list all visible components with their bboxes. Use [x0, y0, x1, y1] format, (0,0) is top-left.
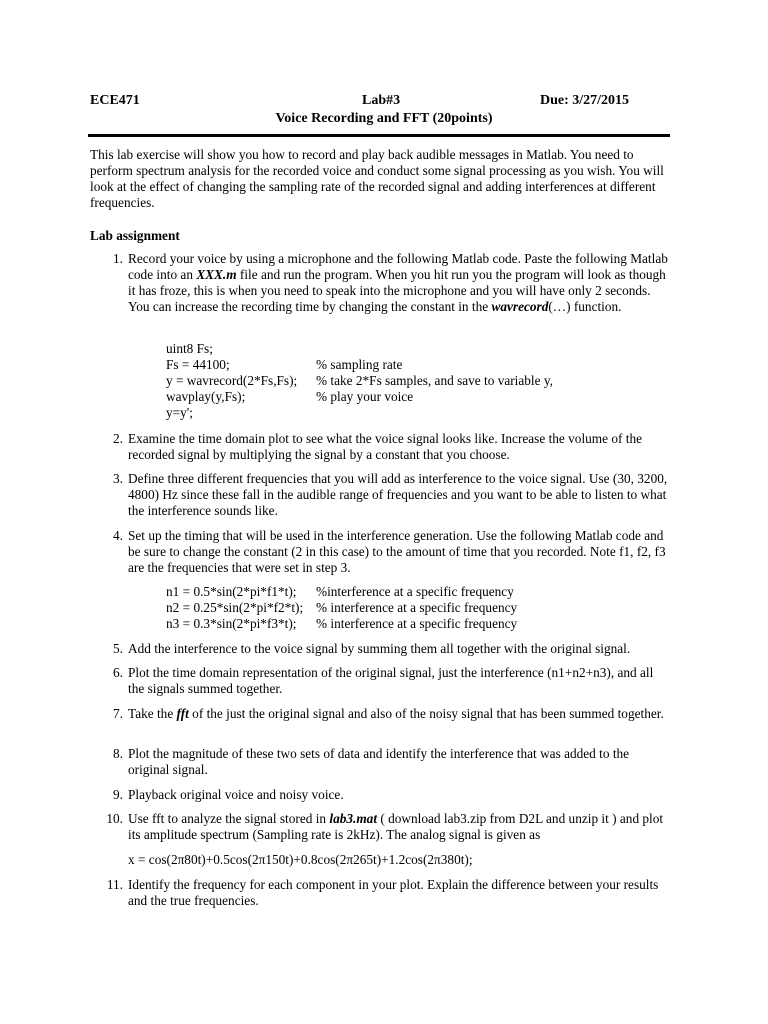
document-page: ECE471 Lab#3 Due: 3/27/2015 Voice Recording and FFT (20points) This lab exercise will show you how to record and play back audible messages in Matlab. You need to perform spectrum analysis for the recorded voice and conduct some signal processing as you wish. You will look at the effect of changing the sampling rate of the recorded signal and adding interferences at different frequencies. Lab assignment 1. Record your voice by using a microphone and the following Matlab code. Paste the following Matlab code into an XXX.m file and run the program. When you hit run you the program will look as though it has froze, this is when you need to speak into the microphone and you will have only 2 seconds. You can increase the recording time by changing the constant in the wavrecord(…) function. uint8 Fs; Fs = 44100; % sampling rate y = wavrecord(2*Fs,Fs); % take 2*Fs samples, and save to variable y, wavplay(y,Fs); % play your voice y=y'; 2. Examine the time domain plot to see what the voice signal looks like. Increase the volume of the recorded signal by multiplying the signal by a constant that you choose. 3. Define three different frequencies that you will add as interference to the voice signal. Use (30, 3200, 4800) Hz since these fall in the audible range of frequencies and you want to be able to listen to what the interference sounds like. 4. Set up the timing that will be used in the interference generation. Use the following Matlab code and be sure to change the constant (2 in this case) to the amount of time that you recorded. Note f1, f2, f3 are the frequencies that were set in step 3. n1 = 0.5*sin(2*pi*f1*t); %interference at a specific frequency n2 = 0.25*sin(2*pi*f2*t); % interference at a specific frequency n3 = 0.3*sin(2*pi*f3*t); % interference at a specific frequency 5. Add the interference to the voice signal by summing them all together with the original signal. 6. Plot the time domain representation of the original signal, just the interference (n1+n2+n3), and all the signals summed together. 7. Take the fft of the just the original signal and also of the noisy signal that has been summed together. 8. Plot the magnitude of these two sets of data and identify the interference that was added to the original signal. 9. Playback original voice and noisy voice. 10. Use fft to analyze the signal stored in lab3.mat ( download lab3.zip from D2L and unzip it ) and plot its amplitude spectrum (Sampling rate is 2kHz). The analog signal is given as x = cos(2π80t)+0.5cos(2π150t)+0.8cos(2π265t)+1.2cos(2π380t); 11. Identify the frequency for each component in your plot. Explain the difference between your results and the true frequencies.: [0, 0, 768, 1024]
list-item-7: 7. Take the fft of the just the original signal and also of the noisy signal that has been summed together.: [90, 706, 668, 722]
list-item-4: 4. Set up the timing that will be used in the interference generation. Use the following Matlab code and be sure to change the constant (2 in this case) to the amount of time that you recorded. Note f1, f2, f3 are the frequencies that were set in step 3.: [90, 528, 668, 576]
item-text: Identify the frequency for each component in your plot. Explain the difference between your results and the true frequencies.: [128, 877, 659, 908]
section-heading: Lab assignment: [90, 228, 180, 243]
intro-text: This lab exercise will show you how to record and play back audible messages in Matlab. You need to perform spectrum analysis for the recorded voice and conduct some signal processing as you wish. You will look at the effect of changing the sampling rate of the recorded signal and adding interferences at different frequencies.: [90, 147, 664, 210]
item-text: Add the interference to the voice signal by summing them all together with the original signal.: [128, 641, 631, 656]
item-number: 1.: [113, 251, 123, 266]
document-title: Voice Recording and FFT (20points): [275, 111, 493, 126]
lab-number: Lab#3: [362, 93, 401, 108]
item-text: Record your voice by using a microphone and the following Matlab code. Paste the following Matlab code into an XXX.m file and run the program. When you hit run you the program will look as though it has froze, this is when you need to speak into the microphone and you will have only 2 seconds. You can increase the recording time by changing the constant in the wavrecord(…) function.: [128, 251, 668, 314]
item-text: Set up the timing that will be used in the interference generation. Use the following Matlab code and be sure to change the constant (2 in this case) to the amount of time that you recorded. Note f1, f2, f3 are the frequencies that were set in step 3.: [128, 528, 666, 575]
signal-equation: x = cos(2π80t)+0.5cos(2π150t)+0.8cos(2π265t)+1.2cos(2π380t);: [128, 852, 473, 867]
intro-paragraph: [90, 147, 668, 211]
item-text: Use fft to analyze the signal stored in lab3.mat ( download lab3.zip from D2L and unzip it ) and plot its amplitude spectrum (Sampling rate is 2kHz). The analog signal is given as: [128, 811, 664, 842]
list-item-6: 6. Plot the time domain representation of the original signal, just the interference (n1+n2+n3), and all the signals summed together.: [90, 665, 668, 697]
list-item-9: 9. Playback original voice and noisy voice.: [90, 787, 668, 803]
header-rule: [88, 134, 670, 137]
list-item-3: 3. Define three different frequencies that you will add as interference to the voice signal. Use (30, 3200, 4800) Hz since these fall in the audible range of frequencies and you want to be able to listen to what the interference sounds like.: [113, 471, 668, 518]
list-item-11: 11. Identify the frequency for each component in your plot. Explain the difference between your results and the true frequencies.: [90, 877, 668, 909]
list-item-5: 5. Add the interference to the voice signal by summing them all together with the original signal.: [90, 641, 668, 657]
list-item-1: [90, 251, 668, 315]
item-text: Examine the time domain plot to see what the voice signal looks like. Increase the volume of the recorded signal by multiplying the signal by a constant that you choose.: [128, 431, 643, 462]
file-name: XXX.m: [196, 267, 237, 282]
course-code: ECE471: [90, 93, 140, 108]
item-text: Plot the magnitude of these two sets of data and identify the interference that was added to the original signal.: [128, 746, 630, 777]
list-item-8: 8. Plot the magnitude of these two sets of data and identify the interference that was added to the original signal.: [90, 746, 668, 778]
item-text: Playback original voice and noisy voice.: [128, 787, 344, 802]
mat-file-name: lab3.mat: [329, 811, 378, 826]
item-text: Take the fft of the just the original signal and also of the noisy signal that has been summed together.: [128, 706, 664, 721]
item-text: Define three different frequencies that you will add as interference to the voice signal. Use (30, 3200, 4800) Hz since these fall in the audible range of frequencies and you want to be able to listen to what the interference sounds like.: [128, 471, 668, 518]
item-text: Plot the time domain representation of the original signal, just the interference (n1+n2+n3), and all the signals summed together.: [128, 665, 654, 696]
list-item-2: 2. Examine the time domain plot to see what the voice signal looks like. Increase the volume of the recorded signal by multiplying the signal by a constant that you choose.: [90, 431, 668, 463]
document-header: [90, 93, 668, 110]
due-date: Due: 3/27/2015: [540, 93, 630, 108]
list-item-10: 10. Use fft to analyze the signal stored in lab3.mat ( download lab3.zip from D2L and unzip it ) and plot its amplitude spectrum (Sampling rate is 2kHz). The analog signal is given as: [90, 811, 668, 843]
fft-term: fft: [176, 706, 189, 721]
function-name: wavrecord: [491, 299, 549, 314]
